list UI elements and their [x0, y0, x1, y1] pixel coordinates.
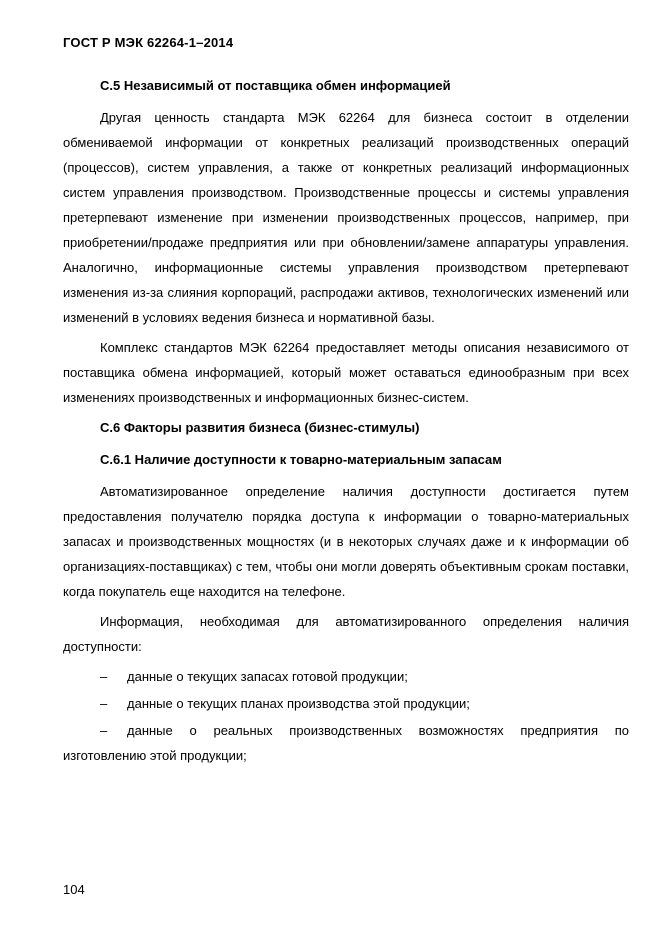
list-item — [63, 664, 629, 689]
list-item-text: данные о текущих запасах готовой продукции; — [127, 669, 408, 684]
paragraph-c61-2: Информация, необходимая для автоматизированного определения наличия доступности: — [63, 614, 629, 654]
running-header: ГОСТ Р МЭК 62264-1–2014 — [63, 35, 234, 50]
section-heading-c61: С.6.1 Наличие доступности к товарно-материальным запасам — [100, 452, 502, 467]
paragraph-c5-2: Комплекс стандартов МЭК 62264 предоставляет методы описания независимого от поставщика обмена информацией, который может оставаться единообразным при всех изменениях производственных и информационных бизнес-систем. — [63, 340, 629, 405]
list-item — [63, 718, 629, 768]
list-item-text: данные о реальных производственных возможностях предприятия по изготовлению этой продукции; — [63, 723, 629, 763]
list-item-dash: – — [100, 723, 108, 738]
list-item-dash: – — [100, 696, 108, 711]
list-item-text: данные о текущих планах производства этой продукции; — [127, 696, 470, 711]
list-item-dash: – — [100, 669, 108, 684]
section-heading-c6: С.6 Факторы развития бизнеса (бизнес-стимулы) — [100, 420, 420, 435]
page-number: 104 — [63, 882, 85, 897]
paragraph-c61-1: Автоматизированное определение наличия доступности достигается путем предоставления получателю порядка доступа к информации о товарно-материальных запасах и производственных мощностях (и в некоторых случаях даже и к информации об организациях-поставщиках) с тем, чтобы они могли доверять объективным срокам поставки, когда покупатель еще находится на телефоне. — [63, 484, 629, 599]
section-heading-c5: С.5 Независимый от поставщика обмен информацией — [100, 78, 451, 93]
list-item — [63, 691, 629, 716]
paragraph-c5-1: Другая ценность стандарта МЭК 62264 для бизнеса состоит в отделении обмениваемой информации от конкретных реализаций производственных операций (процессов), систем управления, а также от конкретных реализаций информационных систем управления производством. Производственные процессы и системы управления претерпевают изменение при изменении производственных процессов, например, при приобретении/продаже предприятия или при обновлении/замене аппаратуры управления. Аналогично, информационные системы управления производством претерпевают изменения из-за слияния корпораций, распродажи активов, технологических изменений или изменений в условиях ведения бизнеса и нормативной базы. — [63, 110, 629, 325]
